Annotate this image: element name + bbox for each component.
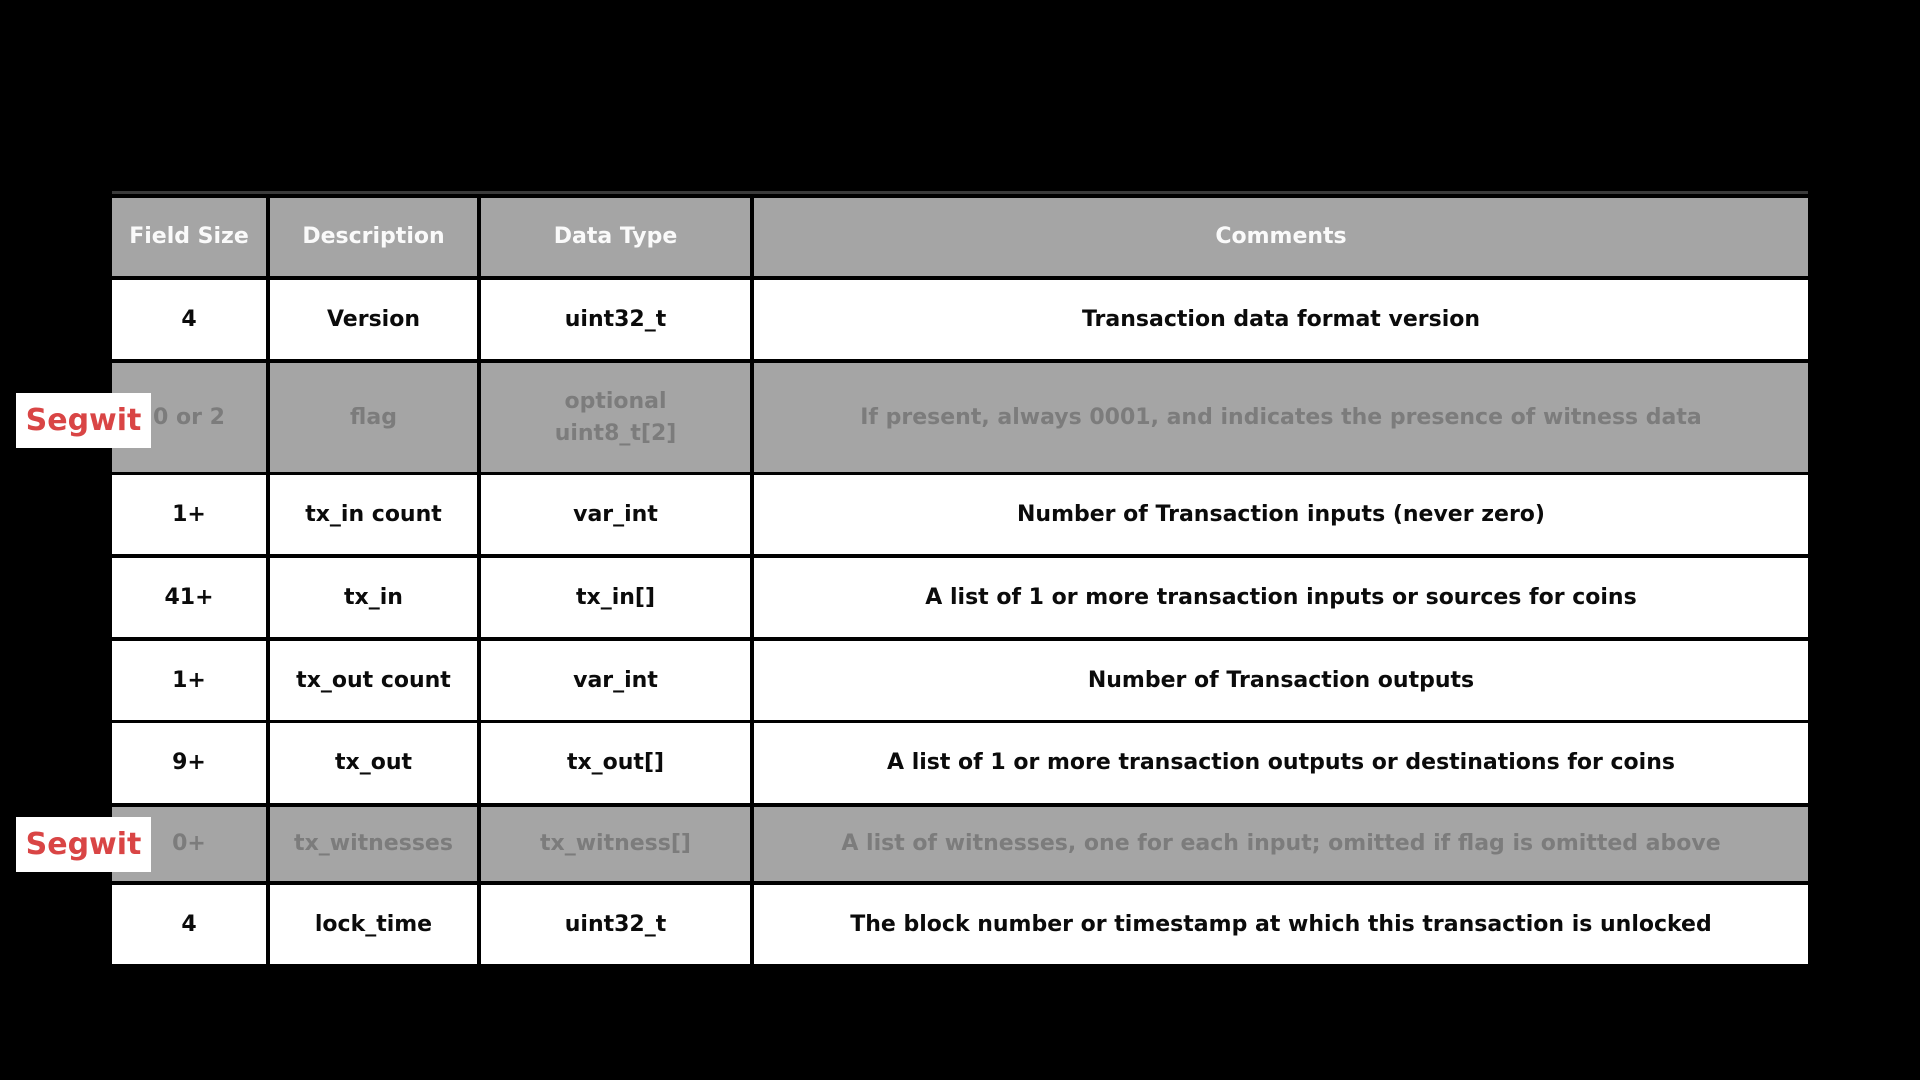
cell-description: tx_in [270,558,477,637]
cell-field-size: 9+ [112,723,266,803]
table-row-tx-in-count [112,475,1808,554]
header-comments: Comments [754,198,1808,276]
cell-description: tx_out [270,723,477,803]
cell-field-size: 4 [112,280,266,359]
cell-data-type: var_int [481,641,750,720]
table-top-rule [112,191,1808,194]
cell-data-type: tx_witness[] [481,807,750,881]
cell-comment: A list of 1 or more transaction outputs or destinations for coins [754,723,1808,803]
cell-description: flag [270,363,477,472]
header-field-size: Field Size [112,198,266,276]
cell-description: tx_witnesses [270,807,477,881]
cell-field-size: 41+ [112,558,266,637]
table-row-lock-time [112,885,1808,964]
cell-data-type: uint32_t [481,885,750,964]
data-type-line-2: uint8_t[2] [554,420,677,446]
table-row-flag [112,363,1808,472]
table-row-version [112,280,1808,359]
cell-comment: Number of Transaction outputs [754,641,1808,720]
cell-description: tx_out count [270,641,477,720]
cell-field-size: 1+ [112,475,266,554]
cell-comment: A list of 1 or more transaction inputs or sources for coins [754,558,1808,637]
table-row-tx-out [112,723,1808,803]
cell-data-type: tx_out[] [481,723,750,803]
cell-comment: If present, always 0001, and indicates the presence of witness data [754,363,1808,472]
table-row-tx-in [112,558,1808,637]
cell-data-type: tx_in[] [481,558,750,637]
cell-data-type: uint32_t [481,280,750,359]
table-row-tx-out-count [112,641,1808,720]
table-header-row [112,198,1808,276]
segwit-label-witnesses: Segwit [16,817,151,872]
cell-description: lock_time [270,885,477,964]
header-data-type: Data Type [481,198,750,276]
cell-field-size: 0+ [112,807,266,881]
data-type-line-1: optional [564,388,667,414]
cell-field-size: 1+ [112,641,266,720]
table-row-tx-witnesses [112,807,1808,881]
cell-comment: The block number or timestamp at which this transaction is unlocked [754,885,1808,964]
cell-comment: A list of witnesses, one for each input; omitted if flag is omitted above [754,807,1808,881]
cell-comment: Number of Transaction inputs (never zero) [754,475,1808,554]
cell-description: tx_in count [270,475,477,554]
cell-field-size: 0 or 2 [112,363,266,472]
cell-comment: Transaction data format version [754,280,1808,359]
cell-field-size: 4 [112,885,266,964]
header-description: Description [270,198,477,276]
cell-data-type [481,363,750,472]
cell-data-type: var_int [481,475,750,554]
cell-description: Version [270,280,477,359]
segwit-label-flag: Segwit [16,393,151,448]
